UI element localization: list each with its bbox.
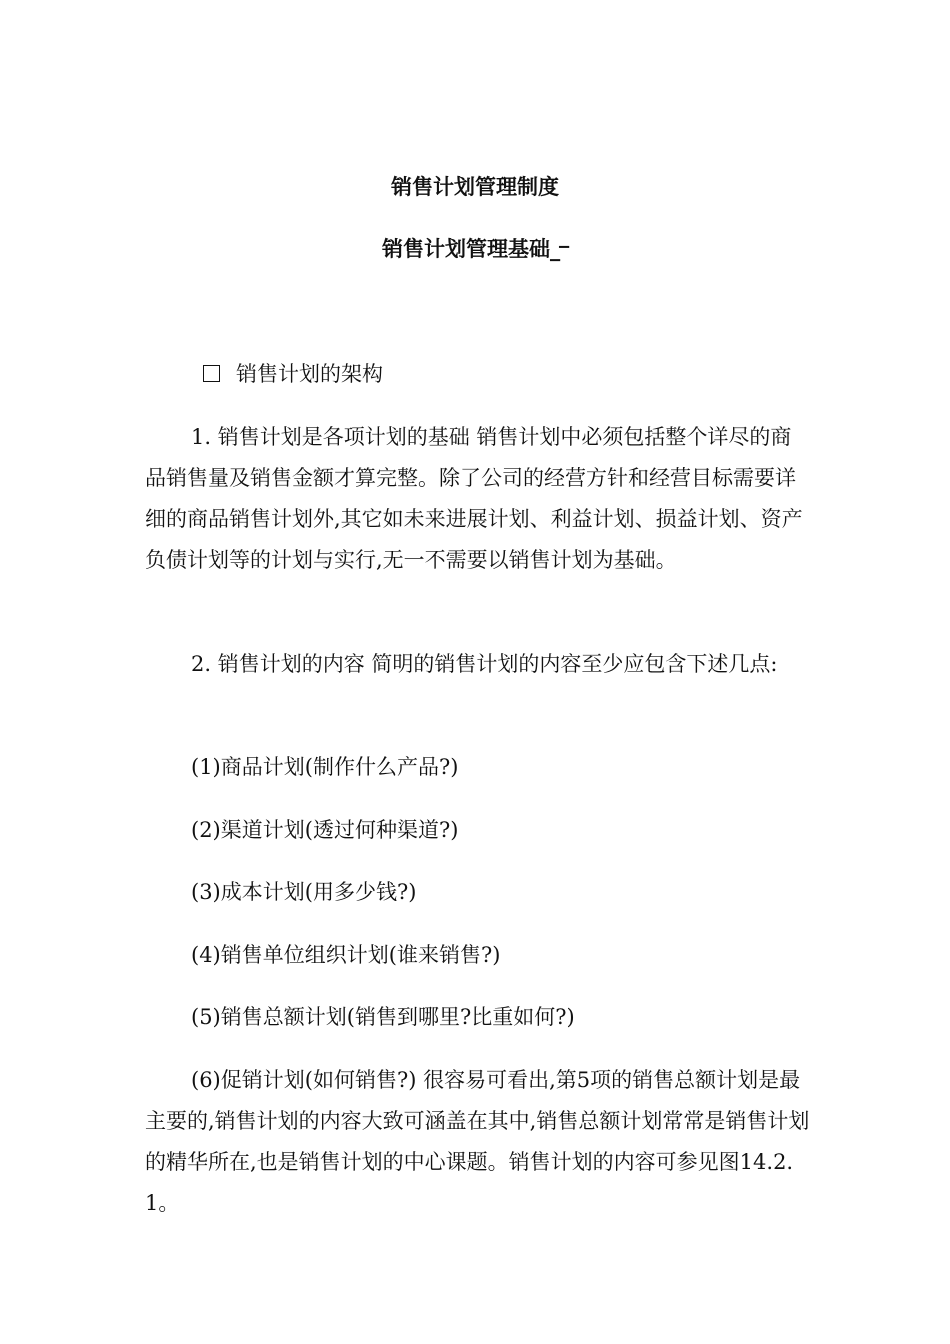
subtitle-text: 销售计划管理基础 [382,237,550,261]
paragraph-1: 1. 销售计划是各项计划的基础 销售计划中必须包括整个详尽的商品销售量及销售金额才算完整。除了公司的经营方针和经营目标需要详细的商品销售计划外,其它如未来进展计划、利益计划、损益计划、资产负债计划等的计划与实行,无一不需要以销售计划为基础。 [145,425,803,572]
list-item: (2)渠道计划(透过何种渠道?) [191,818,459,842]
document-subtitle [0,234,950,270]
section-heading-text: 销售计划的架构 [236,362,383,386]
document-title: 销售计划管理制度 [391,175,559,199]
list-item: (1)商品计划(制作什么产品?) [191,755,459,779]
list-item: (4)销售单位组织计划(谁来销售?) [191,943,501,967]
list-item: (3)成本计划(用多少钱?) [191,880,417,904]
list-item: (5)销售总额计划(销售到哪里?比重如何?) [191,1005,575,1029]
paragraph-6: (6)促销计划(如何销售?) 很容易可看出,第5项的销售总额计划是最主要的,销售计划的内容大致可涵盖在其中,销售总额计划常常是销售计划的精华所在,也是销售计划的中心课题。销售计划的内容可参见图14.2.1。 [145,1068,810,1215]
subtitle-mark: ▁▔ [550,247,568,262]
paragraph-2: 2. 销售计划的内容 简明的销售计划的内容至少应包含下述几点: [191,652,778,676]
section-heading [203,359,383,389]
checkbox-icon [203,365,220,382]
